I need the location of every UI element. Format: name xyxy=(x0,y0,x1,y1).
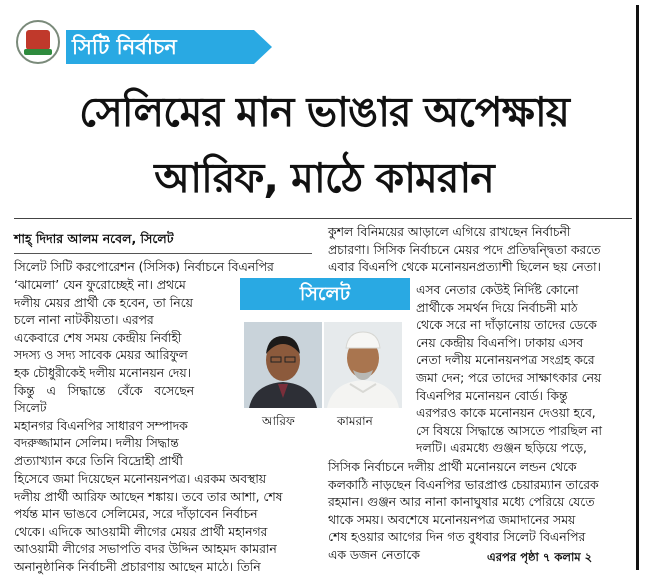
text-line: এরপরও কাকে মনোনয়ন দেওয়া হবে, xyxy=(416,406,596,421)
text-line: প্রত্যাখ্যান করে তিনি বিদ্রোহী প্রার্থী xyxy=(14,453,183,468)
text-line: থেকে সরে না দাঁড়ানোয় তাদের ডেকে xyxy=(416,318,597,333)
text-line: বিএনপির মনোনয়ন বোর্ড। কিন্তু xyxy=(416,388,568,403)
logo-base xyxy=(24,49,52,55)
text-line: বদরুজ্জামান সেলিম। দলীয় সিদ্ধান্ত xyxy=(14,436,179,451)
section-label: সিটি নির্বাচন xyxy=(72,35,177,59)
text-line: কিন্তু এ সিদ্ধান্তে বেঁকে বসেছেন সিলেট xyxy=(14,383,194,416)
text-line: হিসেবে জমা দিয়েছেন মনোনয়নপত্র। এরকম অবস্থায় xyxy=(14,472,267,486)
text-line: জমা দেন; পরে তাদের সাক্ষাৎকার নেয় xyxy=(416,370,602,385)
text-line: এবার বিএনপি থেকে মনোনয়নপ্রত্যাশী ছিলেন ছয় নেতা। xyxy=(328,260,601,275)
text-line: দলটি। এরমধ্যে গুঞ্জন ছড়িয়ে পড়ে, xyxy=(416,441,587,456)
col2-top-text xyxy=(328,224,633,277)
party-logo xyxy=(16,20,60,64)
portrait-arif-icon xyxy=(244,322,322,408)
continuation-note: এরপর পৃষ্ঠা ৭ কলাম ২ xyxy=(487,550,593,564)
col1-bottom-text xyxy=(14,471,312,577)
text-line: কুশল বিনিময়ের আড়ালে এগিয়ে রাখছেন নির্বাচনী xyxy=(328,225,571,239)
portrait-kamran-icon xyxy=(324,322,402,408)
headline-divider xyxy=(14,218,632,219)
text-line: সে বিষয়ে সিদ্ধান্তে আসতে পারছিল না xyxy=(416,423,602,438)
text-line: ‘ঝামেলা’ যেন ফুরোচ্ছেই না। প্রথমে xyxy=(14,278,186,292)
text-line: চলে নানা নাটকীয়তা। এরপর xyxy=(14,313,154,328)
byline: শাহ্ দিদার আলম নবেল, সিলেট xyxy=(14,231,174,246)
text-line: প্রচারণা। সিসিক নির্বাচনে মেয়র পদে প্রতিদ্বন্দ্বিতা করতে xyxy=(328,242,601,257)
byline-divider xyxy=(14,253,312,254)
text-line: নেয় কেন্দ্রীয় বিএনপি। ঢাকায় এসব xyxy=(416,335,584,350)
logo-emblem xyxy=(26,30,50,50)
text-line: দলীয় প্রার্থী আরিফ আছেন শঙ্কায়। তবে তার আশা, শেষ xyxy=(14,489,283,504)
text-line: কলকাঠি নাড়ছেন বিএনপির ভারপ্রাপ্ত চেয়ারম্যান তারেক xyxy=(328,477,599,492)
text-line: একেবারে শেষ সময় কেন্দ্রীয় নির্বাহী xyxy=(14,330,182,345)
text-line: নেতা দলীয় মনোনয়নপত্র সংগ্রহ করে xyxy=(416,353,595,368)
text-line: দলীয় মেয়র প্রার্থী কে হবেন, তা নিয়ে xyxy=(14,295,193,310)
text-line: আওয়ামী লীগের সভাপতি বদর উদ্দিন আহমদ কামরান xyxy=(14,542,277,557)
text-line: রহমান। গুঞ্জন আর নানা কানাঘুষার মধ্যে পেরিয়ে যেতে xyxy=(328,495,595,510)
text-line: থেকে। এদিকে আওয়ামী লীগের মেয়র প্রার্থী মহানগর xyxy=(14,524,268,539)
caption-arif: আরিফ xyxy=(262,414,295,428)
text-line: সদস্য ও সদ্য সাবেক মেয়র আরিফুল xyxy=(14,348,188,363)
text-line: সিসিক নির্বাচনে দলীয় প্রার্থী মনোনয়নে লন্ডন থেকে xyxy=(328,460,577,474)
kamran-photo xyxy=(324,322,402,408)
text-line: থাকে সময়। অবশেষে মনোনয়নপত্র জমাদানের সময় xyxy=(328,512,576,527)
col2-side-text xyxy=(416,282,633,458)
col1-lead-line: সিলেট সিটি করপোরেশন (সিসিক) নির্বাচনে বিএনপির xyxy=(14,260,274,274)
text-line: পর্যন্ত মান ভাঙবে সেলিমের, সরে দাঁড়াবেন নির্বাচন xyxy=(14,507,258,522)
text-line: অনানুষ্ঠানিক নির্বাচনী প্রচারণায় আছেন মাঠে। তিনি xyxy=(14,559,261,574)
arif-photo xyxy=(244,322,322,408)
photo-box-title: সিলেট xyxy=(240,278,410,310)
caption-kamran: কামরান xyxy=(337,414,373,428)
headline-line-2: আরিফ, মাঠে কামরান xyxy=(154,154,494,202)
text-line: শেষ হওয়ার আগের দিন গত বুধবার সিলেট বিএনপির xyxy=(328,530,586,545)
col1-side-text xyxy=(14,277,194,471)
text-line: এসব নেতার কেউই নির্দিষ্ট কোনো xyxy=(416,283,579,297)
text-line: প্রার্থীকে সমর্থন দিয়ে নির্বাচনী মাঠ xyxy=(416,300,578,315)
text-line: এক ডজন নেতাকে xyxy=(328,547,420,562)
text-line: হক চৌধুরীকেই দলীয় মনোনয়ন দেয়। xyxy=(14,365,192,380)
section-banner-arrow xyxy=(254,30,272,64)
headline-line-1: সেলিমের মান ভাঙার অপেক্ষায় xyxy=(79,88,569,136)
text-line: মহানগর বিএনপির সাধারণ সম্পাদক xyxy=(14,418,188,433)
